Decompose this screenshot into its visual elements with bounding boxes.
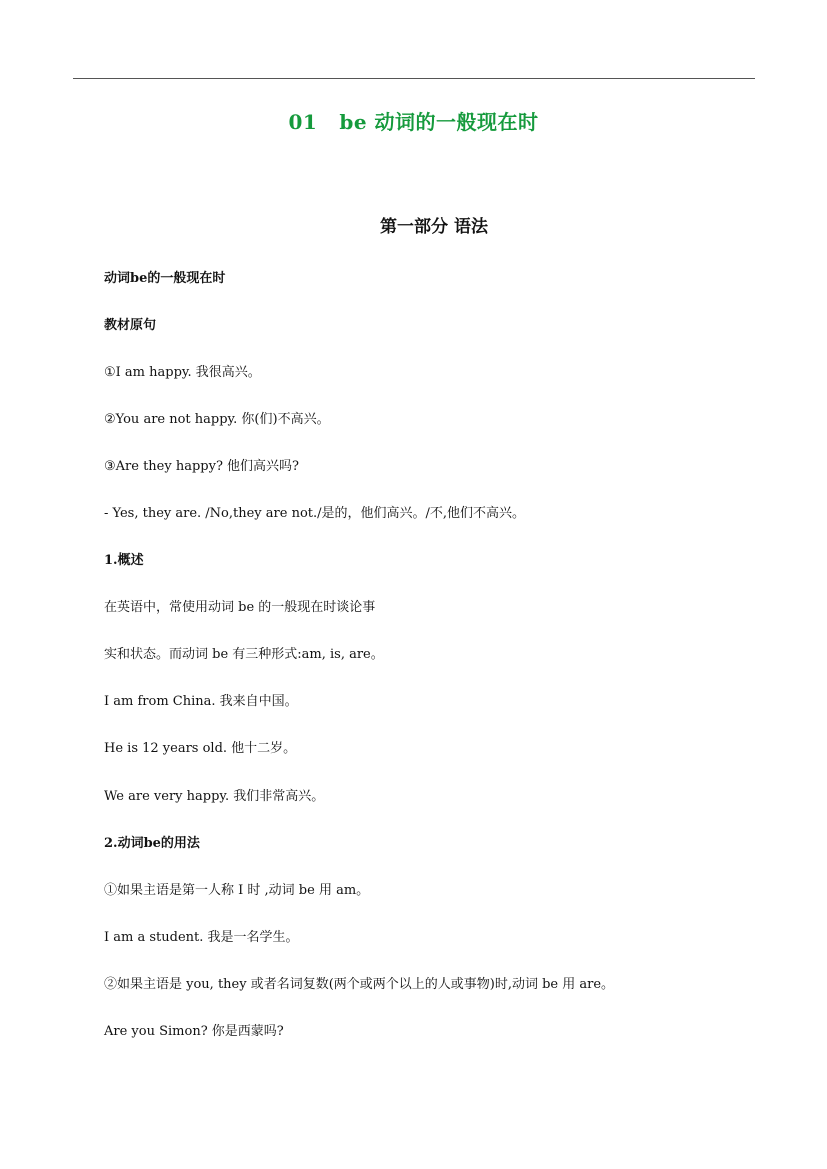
- text-line: ①如果主语是第一人称 I 时 ,动词 be 用 am。: [104, 883, 370, 898]
- text-line: Are you Simon? 你是西蒙吗?: [104, 1024, 284, 1039]
- part-heading: 第一部分 语法: [380, 217, 488, 237]
- title-text: be 动词的一般现在时: [339, 110, 539, 134]
- text-line: ①I am happy. 我很高兴。: [104, 365, 261, 380]
- text-line: We are very happy. 我们非常高兴。: [104, 789, 325, 804]
- text-line: ③Are they happy? 他们高兴吗?: [104, 459, 300, 474]
- section-heading: 动词be的一般现在时: [104, 271, 226, 286]
- text-line: ②You are not happy. 你(们)不高兴。: [104, 412, 330, 427]
- text-line: 实和状态。而动词 be 有三种形式:am, is, are。: [104, 647, 384, 662]
- text-line: I am from China. 我来自中国。: [104, 694, 298, 709]
- text-line: 在英语中，常使用动词 be 的一般现在时谈论事: [104, 600, 376, 615]
- text-line: ②如果主语是 you, they 或者名词复数(两个或两个以上的人或事物)时,动词 be 用 are。: [104, 977, 615, 992]
- section-heading: 教材原句: [104, 318, 157, 333]
- text-line: I am a student. 我是一名学生。: [104, 930, 299, 945]
- text-line: He is 12 years old. 他十二岁。: [104, 741, 297, 756]
- text-line: - Yes, they are. /No,they are not./是的，他们高兴。/不,他们不高兴。: [104, 506, 526, 521]
- section-heading: 1.概述: [104, 553, 144, 568]
- title-number: 01: [288, 110, 318, 134]
- section-heading: 2.动词be的用法: [104, 836, 200, 851]
- document-title: [0, 106, 827, 135]
- top-rule: [73, 78, 755, 79]
